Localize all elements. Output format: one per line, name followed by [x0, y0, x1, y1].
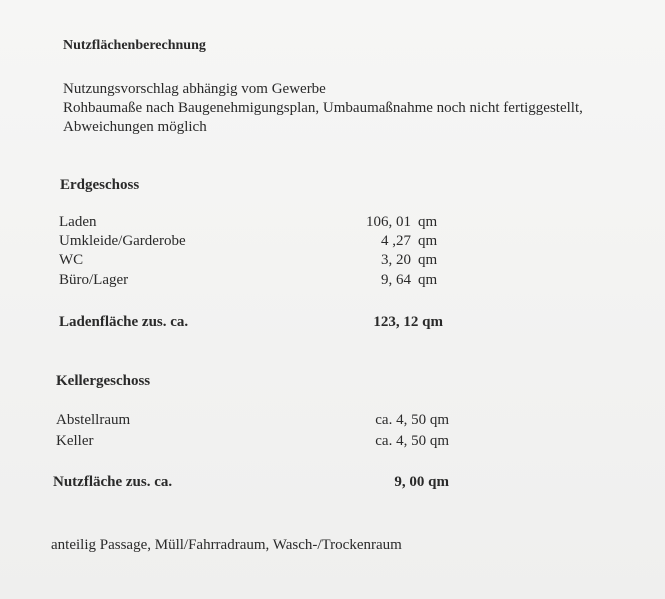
- intro-line-3: Abweichungen möglich: [63, 119, 207, 135]
- erdgeschoss-row-label: Büro/Lager: [59, 272, 129, 288]
- erdgeschoss-row-unit: qm: [418, 214, 438, 230]
- kellergeschoss-row-value: ca. 4, 50 qm: [375, 412, 449, 428]
- erdgeschoss-row-unit: qm: [418, 272, 438, 288]
- erdgeschoss-row-label: Laden: [59, 214, 97, 230]
- kellergeschoss-heading: Kellergeschoss: [56, 373, 151, 389]
- erdgeschoss-heading: Erdgeschoss: [60, 177, 140, 193]
- erdgeschoss-row-value: 106, 01: [366, 214, 411, 230]
- erdgeschoss-row-value: 4 ,27: [381, 233, 411, 249]
- erdgeschoss-row-value: 3, 20: [381, 252, 411, 268]
- kellergeschoss-total-label: Nutzfläche zus. ca.: [53, 474, 173, 490]
- intro-line-1: Nutzungsvorschlag abhängig vom Gewerbe: [63, 81, 326, 97]
- erdgeschoss-total-label: Ladenfläche zus. ca.: [59, 314, 189, 330]
- kellergeschoss-row-label: Keller: [56, 433, 94, 449]
- erdgeschoss-row-unit: qm: [418, 252, 438, 268]
- kellergeschoss-row-value: ca. 4, 50 qm: [375, 433, 449, 449]
- erdgeschoss-total-value: 123, 12 qm: [373, 314, 443, 330]
- erdgeschoss-row-value: 9, 64: [381, 272, 411, 288]
- footer-note: anteilig Passage, Müll/Fahrradraum, Wasch-/Trockenraum: [51, 537, 402, 553]
- erdgeschoss-row-label: Umkleide/Garderobe: [59, 233, 186, 249]
- kellergeschoss-row-label: Abstellraum: [56, 412, 131, 428]
- kellergeschoss-total-value: 9, 00 qm: [394, 474, 449, 490]
- erdgeschoss-row-label: WC: [59, 252, 84, 268]
- erdgeschoss-row-unit: qm: [418, 233, 438, 249]
- intro-line-2: Rohbaumaße nach Baugenehmigungsplan, Umbaumaßnahme noch nicht fertiggestellt,: [63, 100, 583, 116]
- document-title: Nutzflächenberechnung: [63, 38, 206, 53]
